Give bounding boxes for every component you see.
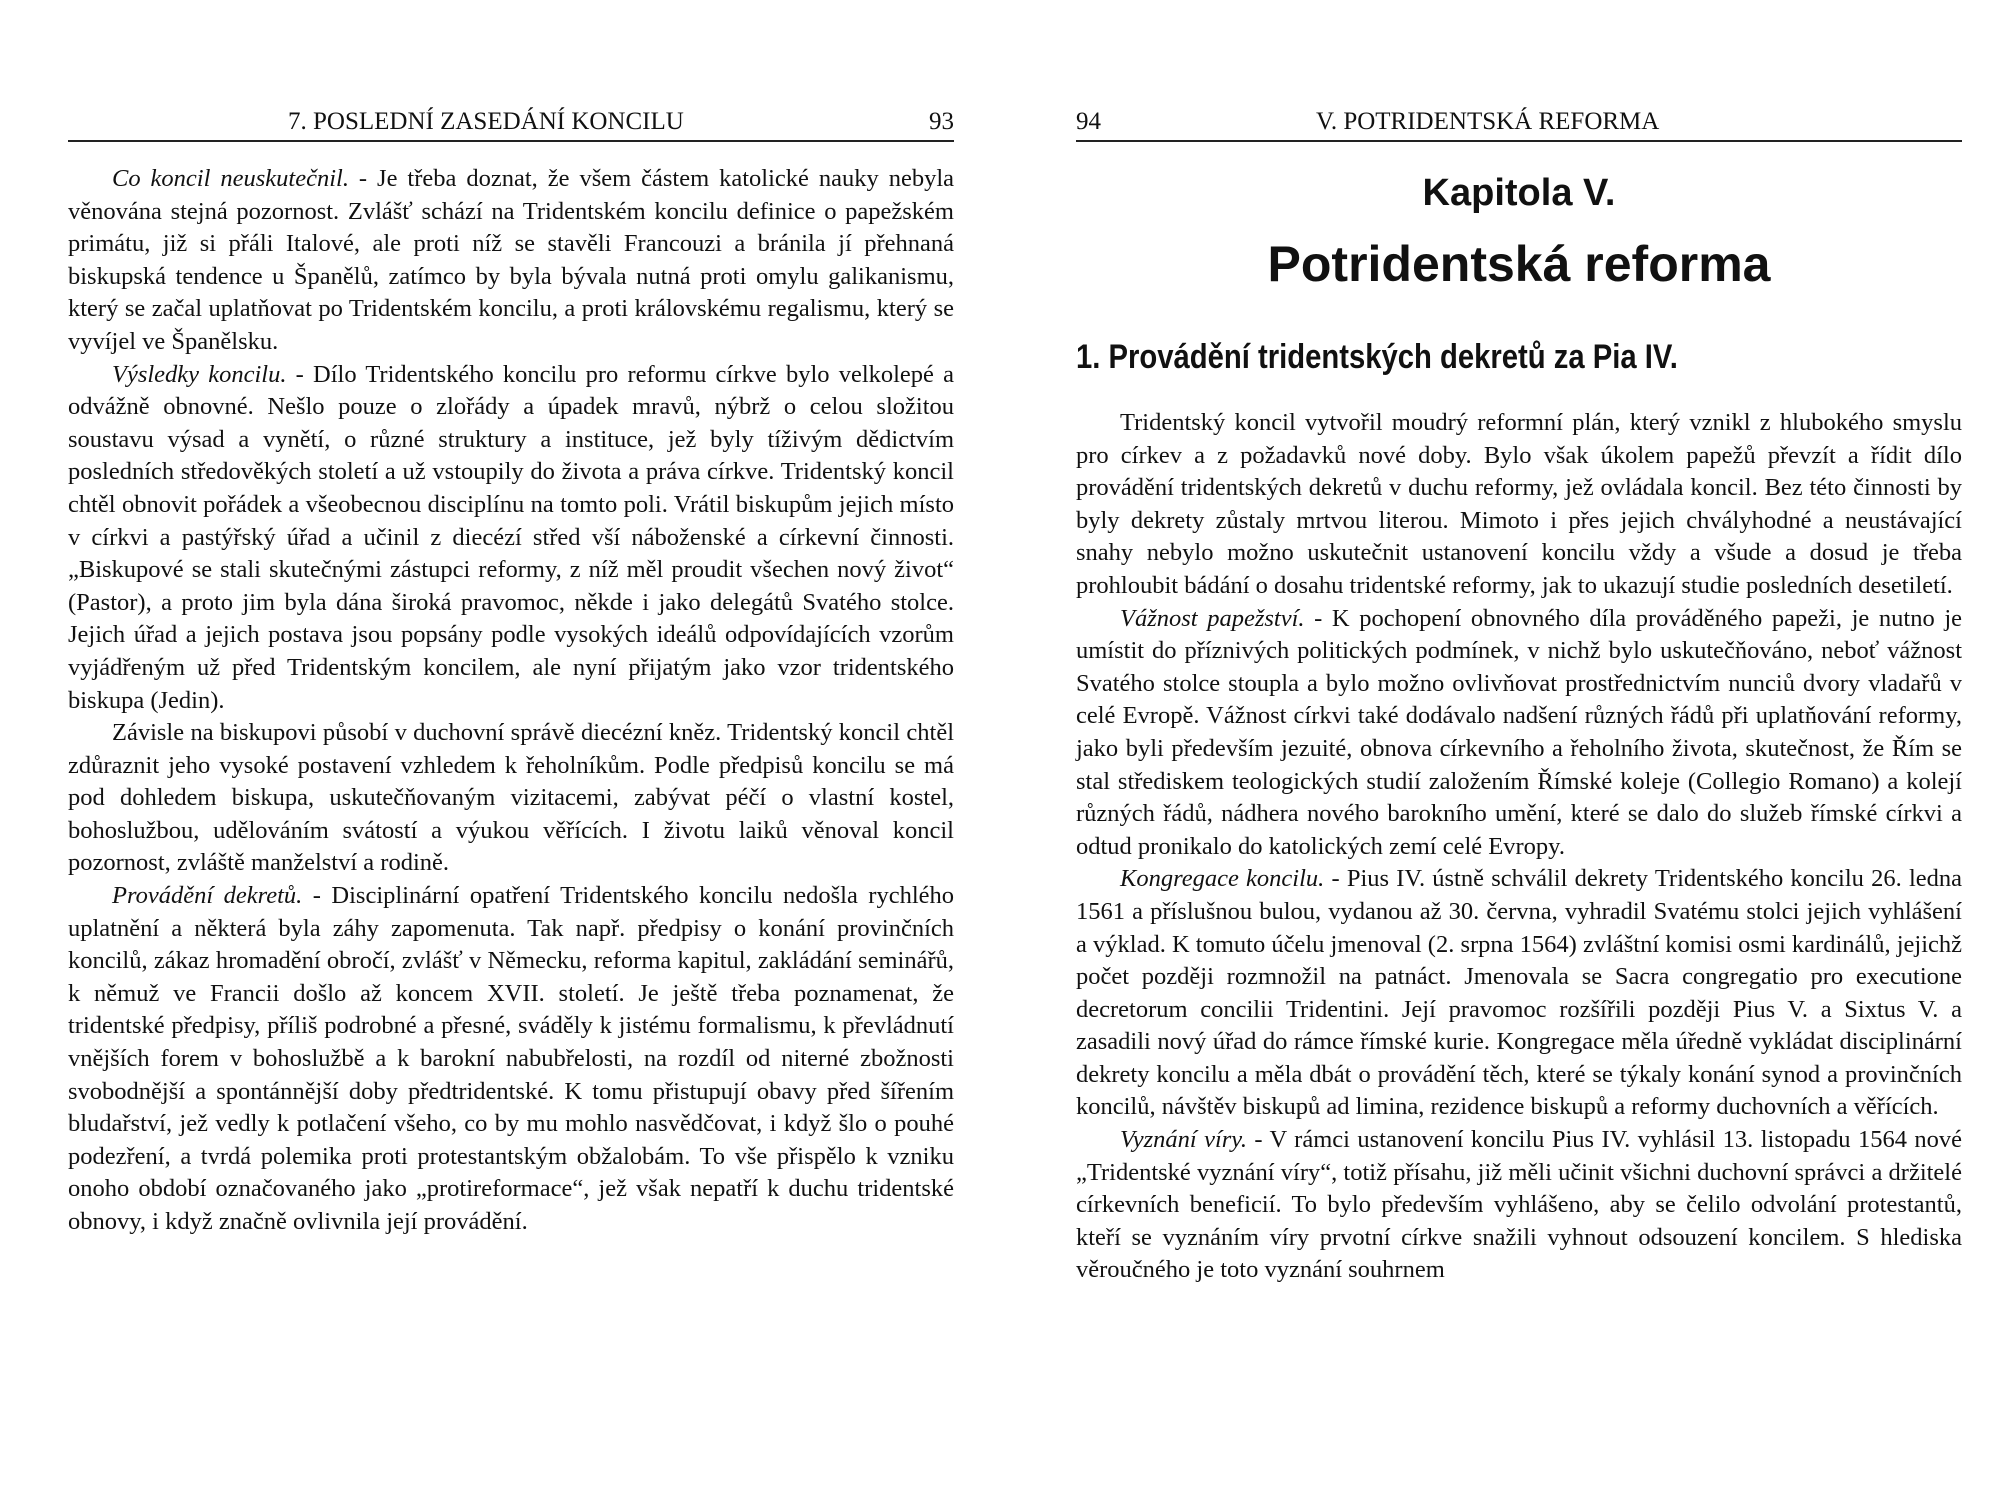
paragraph-lead: Provádění dekretů. — [112, 882, 303, 910]
running-title: 7. POSLEDNÍ ZASEDÁNÍ KONCILU — [288, 108, 684, 135]
left-body-text — [68, 163, 954, 1239]
paragraph — [1076, 603, 1962, 864]
running-head-right — [1076, 104, 1962, 142]
paragraph — [68, 880, 954, 1239]
paragraph-lead: Co koncil neuskutečnil. — [112, 165, 349, 192]
chapter-label: Kapitola V. — [1422, 172, 1616, 214]
paragraph — [1076, 1124, 1962, 1287]
right-page — [1076, 0, 1962, 1500]
paragraph-text: - V rámci ustanovení koncilu Pius IV. vyhlásil 13. listopadu 1564 nové „Tridentské vyznání víry“, totiž přísahu, již měli učinit všichni duchovní správci a držitelé církevních beneficií. To bylo především vyhlášeno, aby se čelilo odvolání protestantů, kteří se vyznáním víry prvotní církve snažili vyhnout odsouzení koncilem. S hlediska věroučného je toto vyznání souhrnem — [1076, 1126, 1962, 1284]
paragraph-text: - Je třeba doznat, že všem částem katolické nauky nebyla věnována stejná pozornost. Zvlášť schází na Tridentském koncilu definice o papežském primátu, již si přáli Italové, ale proti níž se stavěli Francouzi a bránila jí přehnaná biskupská tendence u Španělů, zatímco by byla bývala nutná proti omylu galikanismu, který se začal uplatňovat po Tridentském koncilu, a proti královskému regalismu, který se vyvíjel ve Španělsku. — [68, 165, 955, 355]
paragraph-lead: Kongregace koncilu. — [1120, 865, 1325, 893]
paragraph — [68, 717, 954, 880]
paragraph-lead: Výsledky koncilu. — [112, 360, 287, 388]
paragraph-text: Závisle na biskupovi působí v duchovní správě diecézní kněz. Tridentský koncil chtěl zdůraznit jeho vysoké postavení vzhledem k řeholníkům. Podle předpisů koncilu se má pod dohledem biskupa, uskutečňovaným vizitacemi, zabývat péčí o vlastní kostel, bohoslužbou, udělováním svátostí a výukou věřících. I životu laiků věnoval koncil pozornost, zvláště manželství a rodině. — [68, 719, 954, 877]
page-number: 94 — [1076, 108, 1101, 135]
left-page — [68, 0, 954, 1500]
paragraph-text: - Disciplinární opatření Tridentského koncilu nedošla rychlého uplatnění a některá byla záhy zapomenuta. Tak např. předpisy o konání provinčních koncilů, zákaz hromadění obročí, zvlášť v Německu, reforma kapitul, zakládání seminářů, k němuž ve Francii došlo až koncem XVII. století. Je ještě třeba poznamenat, že tridentské předpisy, příliš podrobné a přesné, sváděly k jistému formalismu, k převládnutí vnějších forem v bohoslužbě a k barokní nabubřelosti, na rozdíl od niterné zbožnosti svobodnější a spontánnější doby předtridentské. K tomu přistupují obavy před šířením bludařství, jež vedly k potlačení všeho, co by mu mohlo nasvědčovat, i když šlo o pouhé podezření, a tvrdá polemika proti protestantským obžalobám. To vše přispělo k vzniku onoho období označovaného jako „protireformace“, jež však nepatří k duchu tridentské obnovy, i když značně ovlivnila její provádění. — [68, 882, 955, 1235]
paragraph-text: - K pochopení obnovného díla prováděného papeži, je nutno je umístit do příznivých politických podmínek, v nichž bylo uskutečňováno, neboť vážnost Svatého stolce stoupla a bylo možno ovlivňovat prostřednictvím nunciů dvory vladařů v celé Evropě. Vážnost církvi také dodávalo nadšení různých řádů při uplatňování reformy, jako byli především jezuité, obnova církevního a řeholního života, skutečnost, že Řím se stal střediskem teologických studií založením Římské koleje (Collegio Romano) a kolejí různých řádů, nádhera nového barokního umění, které se dalo do služeb římské církvi a odtud pronikalo do katolických zemí celé Evropy. — [1076, 604, 1962, 860]
running-title: V. POTRIDENTSKÁ REFORMA — [1316, 108, 1660, 135]
section-heading: 1. Provádění tridentských dekretů za Pia IV. — [1076, 338, 1678, 376]
paragraph — [68, 359, 954, 718]
page-number: 93 — [929, 108, 954, 135]
paragraph-text: - Dílo Tridentského koncilu pro reformu církve bylo velkolepé a odvážně obnovné. Nešlo pouze o zlořády a úpadek mravů, nýbrž o celou složitou soustavu výsad a vynětí, o různé struktury a instituce, jež byly tíživým dědictvím posledních středověkých století a už vstoupily do života a práva církve. Tridentský koncil chtěl obnovit pořádek a všeobecnou disciplínu na tomto poli. Vrátil biskupům jejich místo v církvi a pastýřský úřad a učinil z diecézí střed vší náboženské a církevní činnosti. „Biskupové se stali skutečnými zástupci reformy, z níž měl proudit všechen nový život“ (Pastor), a proto jim byla dána široká pravomoc, někde i jako delegátů Svatého stolce. Jejich úřad a jejich postava jsou popsány podle vysokých ideálů odpovídajících vzorům vyjádřeným už před Tridentským koncilem, ale nyní přijatým jako vzor tridentského biskupa (Jedin). — [68, 360, 954, 714]
paragraph-text: Tridentský koncil vytvořil moudrý reformní plán, který vznikl z hlubokého smyslu pro církev a z požadavků nové doby. Bylo však úkolem papežů převzít a řídit dílo provádění tridentských dekretů v duchu reformy, jež ovládala koncil. Bez této činnosti by byly dekrety zůstaly mrtvou literou. Mimoto i přes jejich chvályhodné a neustávající snahy nebylo možno uskutečnit ustanovení koncilu vždy a všude a dosud je třeba prohloubit bádání o dosahu tridentské reformy, jak to ukazují studie posledních desetiletí. — [1076, 409, 1962, 599]
paragraph-lead: Vyznání víry. — [1120, 1126, 1247, 1154]
paragraph-text: - Pius IV. ústně schválil dekrety Tridentského koncilu 26. ledna 1561 a příslušnou bulou, vydanou až 30. června, vyhradil Svatému stolci jejich vyhlášení a výklad. K tomuto účelu jmenoval (2. srpna 1564) zvláštní komisi osmi kardinálů, jejichž počet později rozmnožil na patnáct. Jmenovala se Sacra congregatio pro executione decretorum concilii Tridentini. Její pravomoc rozšířili později Pius V. a Sixtus V. a zasadili nový úřad do rámce římské kurie. Kongregace měla úředně vykládat disciplinární dekrety koncilu a měla dbát o provádění těch, které se týkaly konání synod a provinčních koncilů, návštěv biskupů ad limina, rezidence biskupů a reformy duchovních a věřících. — [1076, 865, 1962, 1121]
chapter-title: Potridentská reforma — [1267, 236, 1771, 292]
paragraph — [1076, 407, 1962, 603]
paragraph — [68, 163, 954, 359]
paragraph — [1076, 863, 1962, 1124]
right-body-text — [1076, 407, 1962, 1287]
running-head-left — [68, 104, 954, 142]
paragraph-lead: Vážnost papežství. — [1120, 604, 1305, 632]
